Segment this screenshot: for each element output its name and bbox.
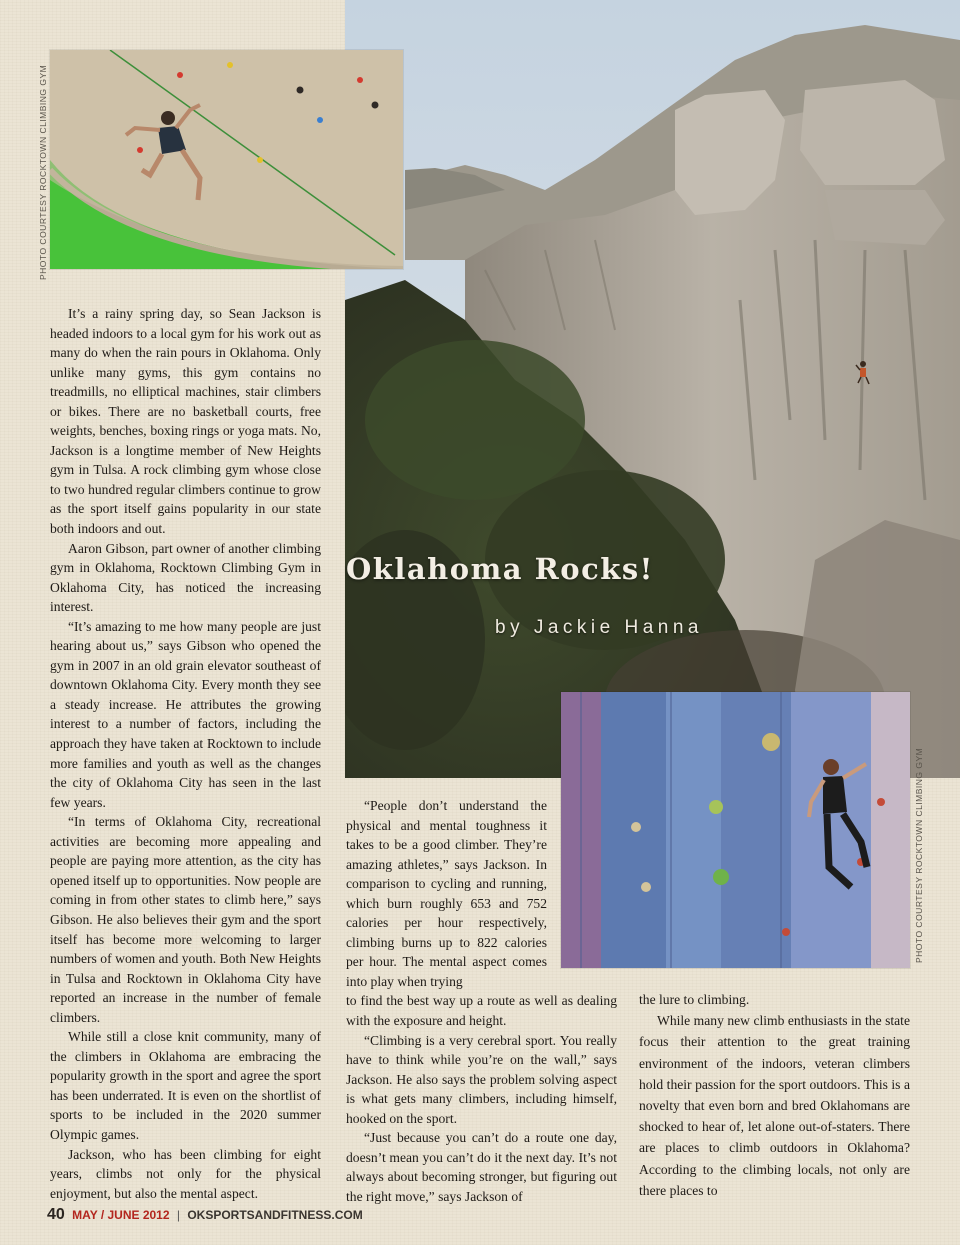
footer-separator: | — [176, 1208, 180, 1222]
paragraph: “Just because you can’t do a route one day, doesn’t mean you can’t do it the next day. It’s not always about becoming stronger, but figuring out the right move,” says Jackson of — [346, 1130, 617, 1204]
paragraph — [346, 796, 617, 1031]
website-link[interactable]: OKSPORTSANDFITNESS.COM — [187, 1208, 363, 1222]
photo-credit-bottom: PHOTO COURTESY ROCKTOWN CLIMBING GYM — [914, 747, 924, 963]
hero-photo-cliff — [345, 0, 960, 778]
paragraph: While still a close knit community, many of the climbers in Oklahoma are embracing the popularity growth in the sport and agree the sport has been underrated. It is even on the shortlist of sports to be included in the 2020 summer Olympic games. — [50, 1029, 321, 1142]
paragraph: Jackson, who has been climbing for eight years, climbs not only for the physical enjoyment, but also the mental aspect. — [50, 1146, 321, 1201]
body-column-2 — [346, 796, 617, 1206]
article-title: Oklahoma Rocks! — [346, 552, 654, 586]
body-column-3 — [639, 989, 910, 1201]
page-number: 40 — [47, 1206, 65, 1223]
article-byline: by Jackie Hanna — [495, 617, 703, 638]
paragraph-narrow-part: “People don’t understand the physical and mental toughness it takes to be a good climber. They’re amazing athletes,” says Jackson. In comparison to cycling and running, which burn roughly 653 and 752 calories per hour respectively, climbing burns up to 822 calories per hour. The mental aspect comes into play when trying — [346, 798, 547, 989]
issue-date: MAY / JUNE 2012 — [72, 1208, 170, 1222]
curved-wall-illustration — [50, 50, 403, 269]
paragraph: It’s a rainy spring day, so Sean Jackson is headed indoors to a local gym for his work out as many do when the rain pours in Oklahoma. Only unlike many gyms, this gym contains no treadmills, no elliptical machines, stair climbers or bikes. There are no basketball courts, free weights, benches, boxing rings or yoga mats. No, Jackson is a longtime member of New Heights gym in Tulsa. A rock climbing gym whose close to two hundred regular climbers continue to grow as the sport itself gains popularity in our state both indoors and out. — [50, 306, 321, 537]
paragraph: Aaron Gibson, part owner of another climbing gym in Oklahoma, Rocktown Climbing Gym in Oklahoma City, has noticed the increasing interest. — [50, 540, 321, 615]
photo-credit-top: PHOTO COURTESY ROCKTOWN CLIMBING GYM — [38, 64, 48, 280]
paragraph: While many new climb enthusiasts in the state focus their attention to the great training environment of the indoors, veteran climbers hold their passion for the sport outdoors. This is a novelty that even born and bred Oklahomans are shocked to hear of, let alone out-of-staters. There are places to climb outdoors in Oklahoma? According to the climbing locals, not only are there places to — [639, 1013, 910, 1198]
cliff-illustration — [345, 0, 960, 778]
page-footer — [47, 1206, 363, 1224]
paragraph: “In terms of Oklahoma City, recreational activities are becoming more appealing and people are paying more attention, as the city has opened itself up to opportunities. Now people are coming in from other states to climb here,” says Gibson. He also believes their gym and the sport itself has become more welcoming to larger numbers of women and youth. Both New Heights in Tulsa and Rocktown in Oklahoma City have reported an increase in the number of female climbers. — [50, 814, 321, 1025]
paragraph: “It’s amazing to me how many people are just hearing about us,” says Gibson who opened the gym in 2007 in an old grain elevator southeast of downtown Oklahoma City. Every month they see a steady increase. He attributes the growing interest to a number of factors, including the approach they have taken at Rocktown to include more families and youth as well as the changes the city of Oklahoma City has seen in the last few years. — [50, 618, 321, 810]
body-column-1 — [50, 304, 321, 1203]
paragraph-continuation: the lure to climbing. — [639, 992, 750, 1007]
paragraph-rest: to find the best way up a route as well as dealing with the exposure and height. — [346, 993, 617, 1029]
paragraph: “Climbing is a very cerebral sport. You really have to think while you’re on the wall,” says Jackson. He also says the problem solving aspect is what gets many climbers, including himself, hooked on the sport. — [346, 1032, 617, 1126]
photo-indoor-climber-curved-wall — [50, 50, 403, 269]
